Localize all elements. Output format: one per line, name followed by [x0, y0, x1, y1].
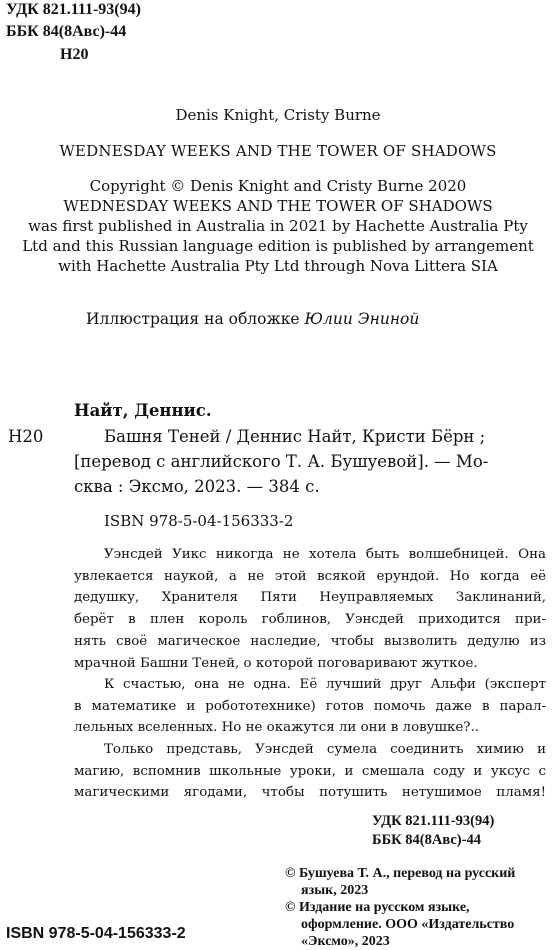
original-title: WEDNESDAY WEEKS AND THE TOWER OF SHADOWS	[59, 142, 497, 160]
annotation-line: в математике и робототехнике) готов помочь даже в парал-	[74, 698, 546, 714]
copyright-edition-line: оформление. ООО «Издательство	[301, 917, 515, 932]
annotation-paragraph-3	[74, 739, 546, 804]
bib-line: Башня Теней / Деннис Найт, Кристи Бёрн ;	[104, 427, 486, 446]
annotation-paragraph-2	[74, 674, 546, 739]
annotation-line: берёт в плен король гоблинов, Уэнсдей приходится при-	[74, 612, 546, 628]
copyright-edition-line: «Эксмо», 2023	[301, 934, 390, 949]
author-heading: Найт, Деннис.	[74, 401, 212, 420]
annotation-line: Только представь, Уэнсдей сумела соединить химию и	[104, 742, 546, 757]
annotation-line: Уэнсдей Уикс никогда не хотела быть волшебницей. Она	[104, 547, 546, 562]
bib-line: сква : Эксмо, 2023. — 384 с.	[74, 477, 320, 496]
annotation-line: лельных вселенных. Но не окажутся ли они в ловушке?..	[74, 720, 479, 736]
annotation-line: магическими ягодами, чтобы потушить нетушимое пламя!	[74, 785, 546, 801]
copyright-line: WEDNESDAY WEEKS AND THE TOWER OF SHADOWS	[63, 197, 493, 215]
annotation-line: дедушку, Хранителя Пяти Неуправляемых Заклинаний,	[74, 590, 546, 606]
header-author-code: Н20	[60, 46, 89, 63]
classification-udk: УДК 821.111-93(94)	[372, 813, 495, 829]
copyright-line: Copyright © Denis Knight and Cristy Burne 2020	[89, 177, 467, 195]
header-udk: УДК 821.111-93(94)	[6, 1, 141, 18]
annotation-paragraph-1	[74, 544, 546, 674]
annotation-line: магию, вспомнив школьные уроки, и смешала соду и уксус с	[74, 763, 546, 779]
copyright-line: Ltd and this Russian language edition is published by arrangement	[22, 237, 534, 255]
header-bbk: ББК 84(8Авс)-44	[6, 23, 127, 40]
annotation-line: нять своё магическое наследие, чтобы вызволить дедулю из	[74, 633, 546, 649]
bib-isbn: ISBN 978-5-04-156333-2	[104, 512, 294, 530]
annotation-line: К счастью, она не одна. Её лучший друг Альфи (эксперт	[104, 677, 546, 692]
illustration-credit	[86, 308, 419, 330]
copyright-translation-line: © Бушуева Т. А., перевод на русский	[285, 866, 516, 881]
copyright-line: with Hachette Australia Pty Ltd through Nova Littera SIA	[58, 257, 498, 275]
annotation-line: увлекается наукой, а не этой всякой ерундой. Но когда её	[74, 568, 546, 584]
copyright-translation	[285, 865, 515, 899]
footer-isbn: ISBN 978-5-04-156333-2	[6, 925, 186, 942]
bib-author-code: Н20	[8, 427, 44, 446]
annotation-line: мрачной Башни Теней, о которой поговаривают жуткое.	[74, 655, 478, 671]
bib-line: [перевод с английского Т. А. Бушуевой]. — Мо-	[74, 452, 489, 471]
classification-bbk: ББК 84(8Авс)-44	[372, 832, 481, 848]
copyright-edition-line: © Издание на русском языке,	[285, 900, 470, 915]
illustration-artist: Юлии Эниной	[304, 310, 420, 328]
copyright-line: was first published in Australia in 2021 by Hachette Australia Pty	[28, 217, 528, 235]
copyright-edition	[285, 899, 514, 950]
original-authors: Denis Knight, Cristy Burne	[175, 106, 381, 124]
copyright-translation-line: язык, 2023	[301, 883, 369, 898]
illustration-credit-label: Иллюстрация на обложке	[86, 310, 305, 328]
